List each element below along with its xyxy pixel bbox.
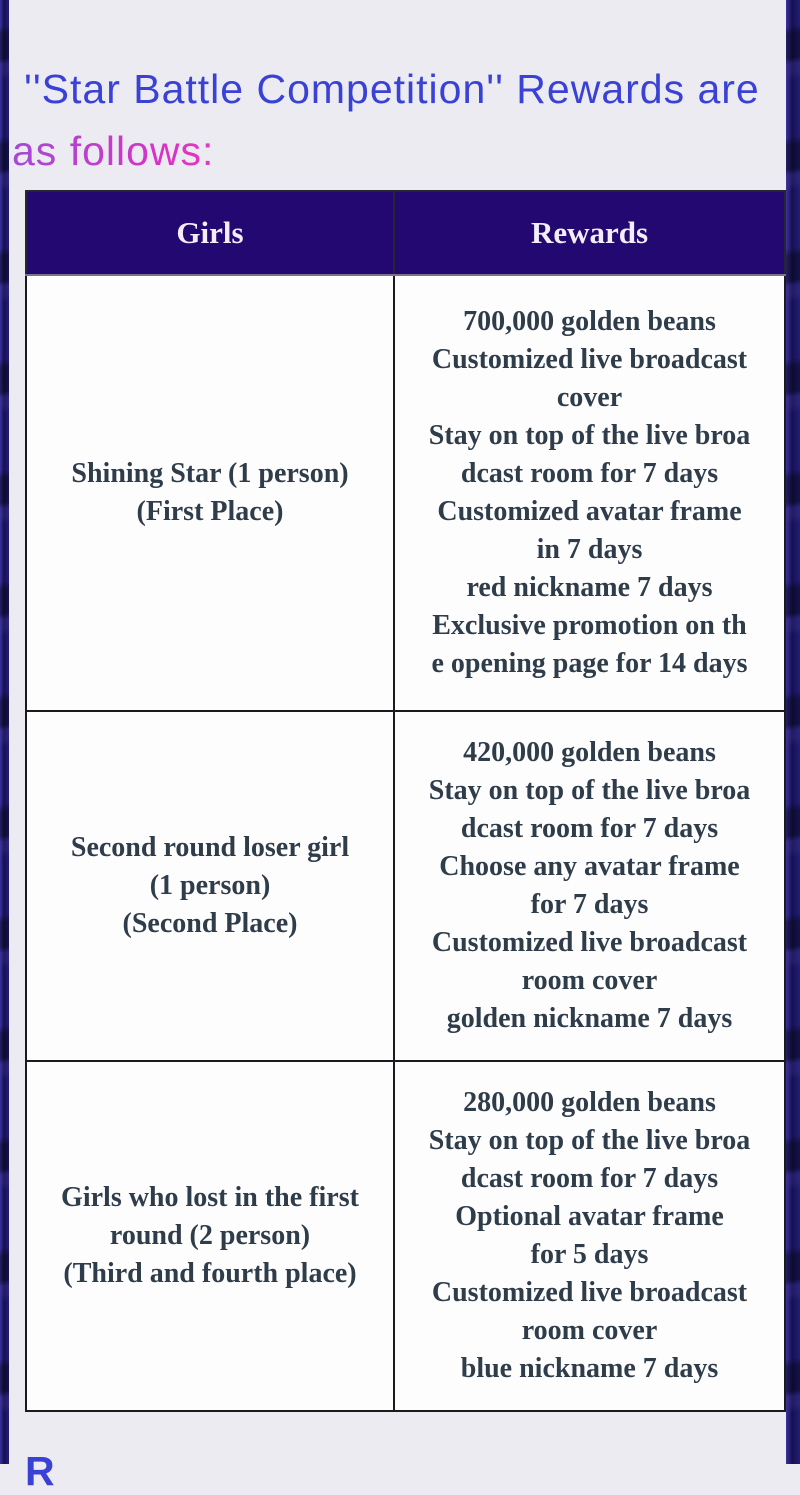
girls-cell — [26, 275, 394, 711]
rewards-cell — [394, 1061, 785, 1411]
cell-text-line: Customized live broadcast — [431, 344, 748, 375]
clipped-next-paragraph-text: R — [25, 1448, 55, 1494]
girls-cell — [26, 711, 394, 1061]
cell-text-line: golden nickname 7 days — [446, 1003, 733, 1034]
title-line-1: ''Star Battle Competition'' Rewards are — [24, 66, 760, 112]
cell-text-line: 280,000 golden beans — [463, 1087, 716, 1118]
cell-text-line: cover — [556, 382, 623, 413]
cell-text-line: Stay on top of the live broa — [428, 775, 751, 806]
rewards-cell — [394, 711, 785, 1061]
cell-text-line: Second round loser girl — [70, 832, 350, 863]
cell-text-line: Customized live broadcast — [431, 927, 748, 958]
cell-text-line: Shining Star (1 person) — [71, 458, 349, 489]
rewards-cell — [394, 275, 785, 711]
cell-text-line: Optional avatar frame — [455, 1201, 724, 1232]
table-row — [26, 711, 785, 1061]
cell-text-line: e opening page for 14 days — [431, 648, 748, 679]
page-title — [0, 58, 788, 182]
cell-text-line: red nickname 7 days — [466, 572, 713, 603]
cell-text-line: Girls who lost in the first — [61, 1182, 359, 1213]
cell-text-line: blue nickname 7 days — [460, 1353, 719, 1384]
cell-text-line: 700,000 golden beans — [463, 306, 716, 337]
left-edge-border — [0, 0, 9, 1464]
table-header-rewards: Rewards — [394, 191, 785, 275]
title-line-2: as follows: — [12, 120, 214, 182]
cell-text-line: room cover — [521, 965, 658, 996]
cell-text-line: 420,000 golden beans — [463, 737, 716, 768]
cell-text-line: dcast room for 7 days — [460, 1163, 719, 1194]
table-row — [26, 1061, 785, 1411]
girls-cell — [26, 1061, 394, 1411]
cell-text-line: Stay on top of the live broa — [428, 420, 751, 451]
cell-text-line: Stay on top of the live broa — [428, 1125, 751, 1156]
cell-text-line: (1 person) — [149, 870, 271, 901]
rewards-table — [25, 190, 786, 1412]
cell-text-line: dcast room for 7 days — [460, 813, 719, 844]
cell-text-line: for 7 days — [530, 889, 649, 920]
table-header-girls: Girls — [26, 191, 394, 275]
cell-text-line: (Third and fourth place) — [63, 1258, 357, 1289]
cell-text-line: round (2 person) — [109, 1220, 311, 1251]
cell-text-line: dcast room for 7 days — [460, 458, 719, 489]
table-row — [26, 275, 785, 711]
cell-text-line: (Second Place) — [122, 908, 298, 939]
cell-text-line: Customized avatar frame — [437, 496, 742, 527]
cell-text-line: room cover — [521, 1315, 658, 1346]
cell-text-line: (First Place) — [136, 496, 284, 527]
cell-text-line: for 5 days — [530, 1239, 649, 1270]
cell-text-line: in 7 days — [536, 534, 643, 565]
right-edge-border — [786, 0, 800, 1464]
table-header-row — [26, 191, 785, 275]
cell-text-line: Choose any avatar frame — [439, 851, 740, 882]
cell-text-line: Exclusive promotion on th — [432, 610, 747, 641]
cell-text-line: Customized live broadcast — [431, 1277, 748, 1308]
